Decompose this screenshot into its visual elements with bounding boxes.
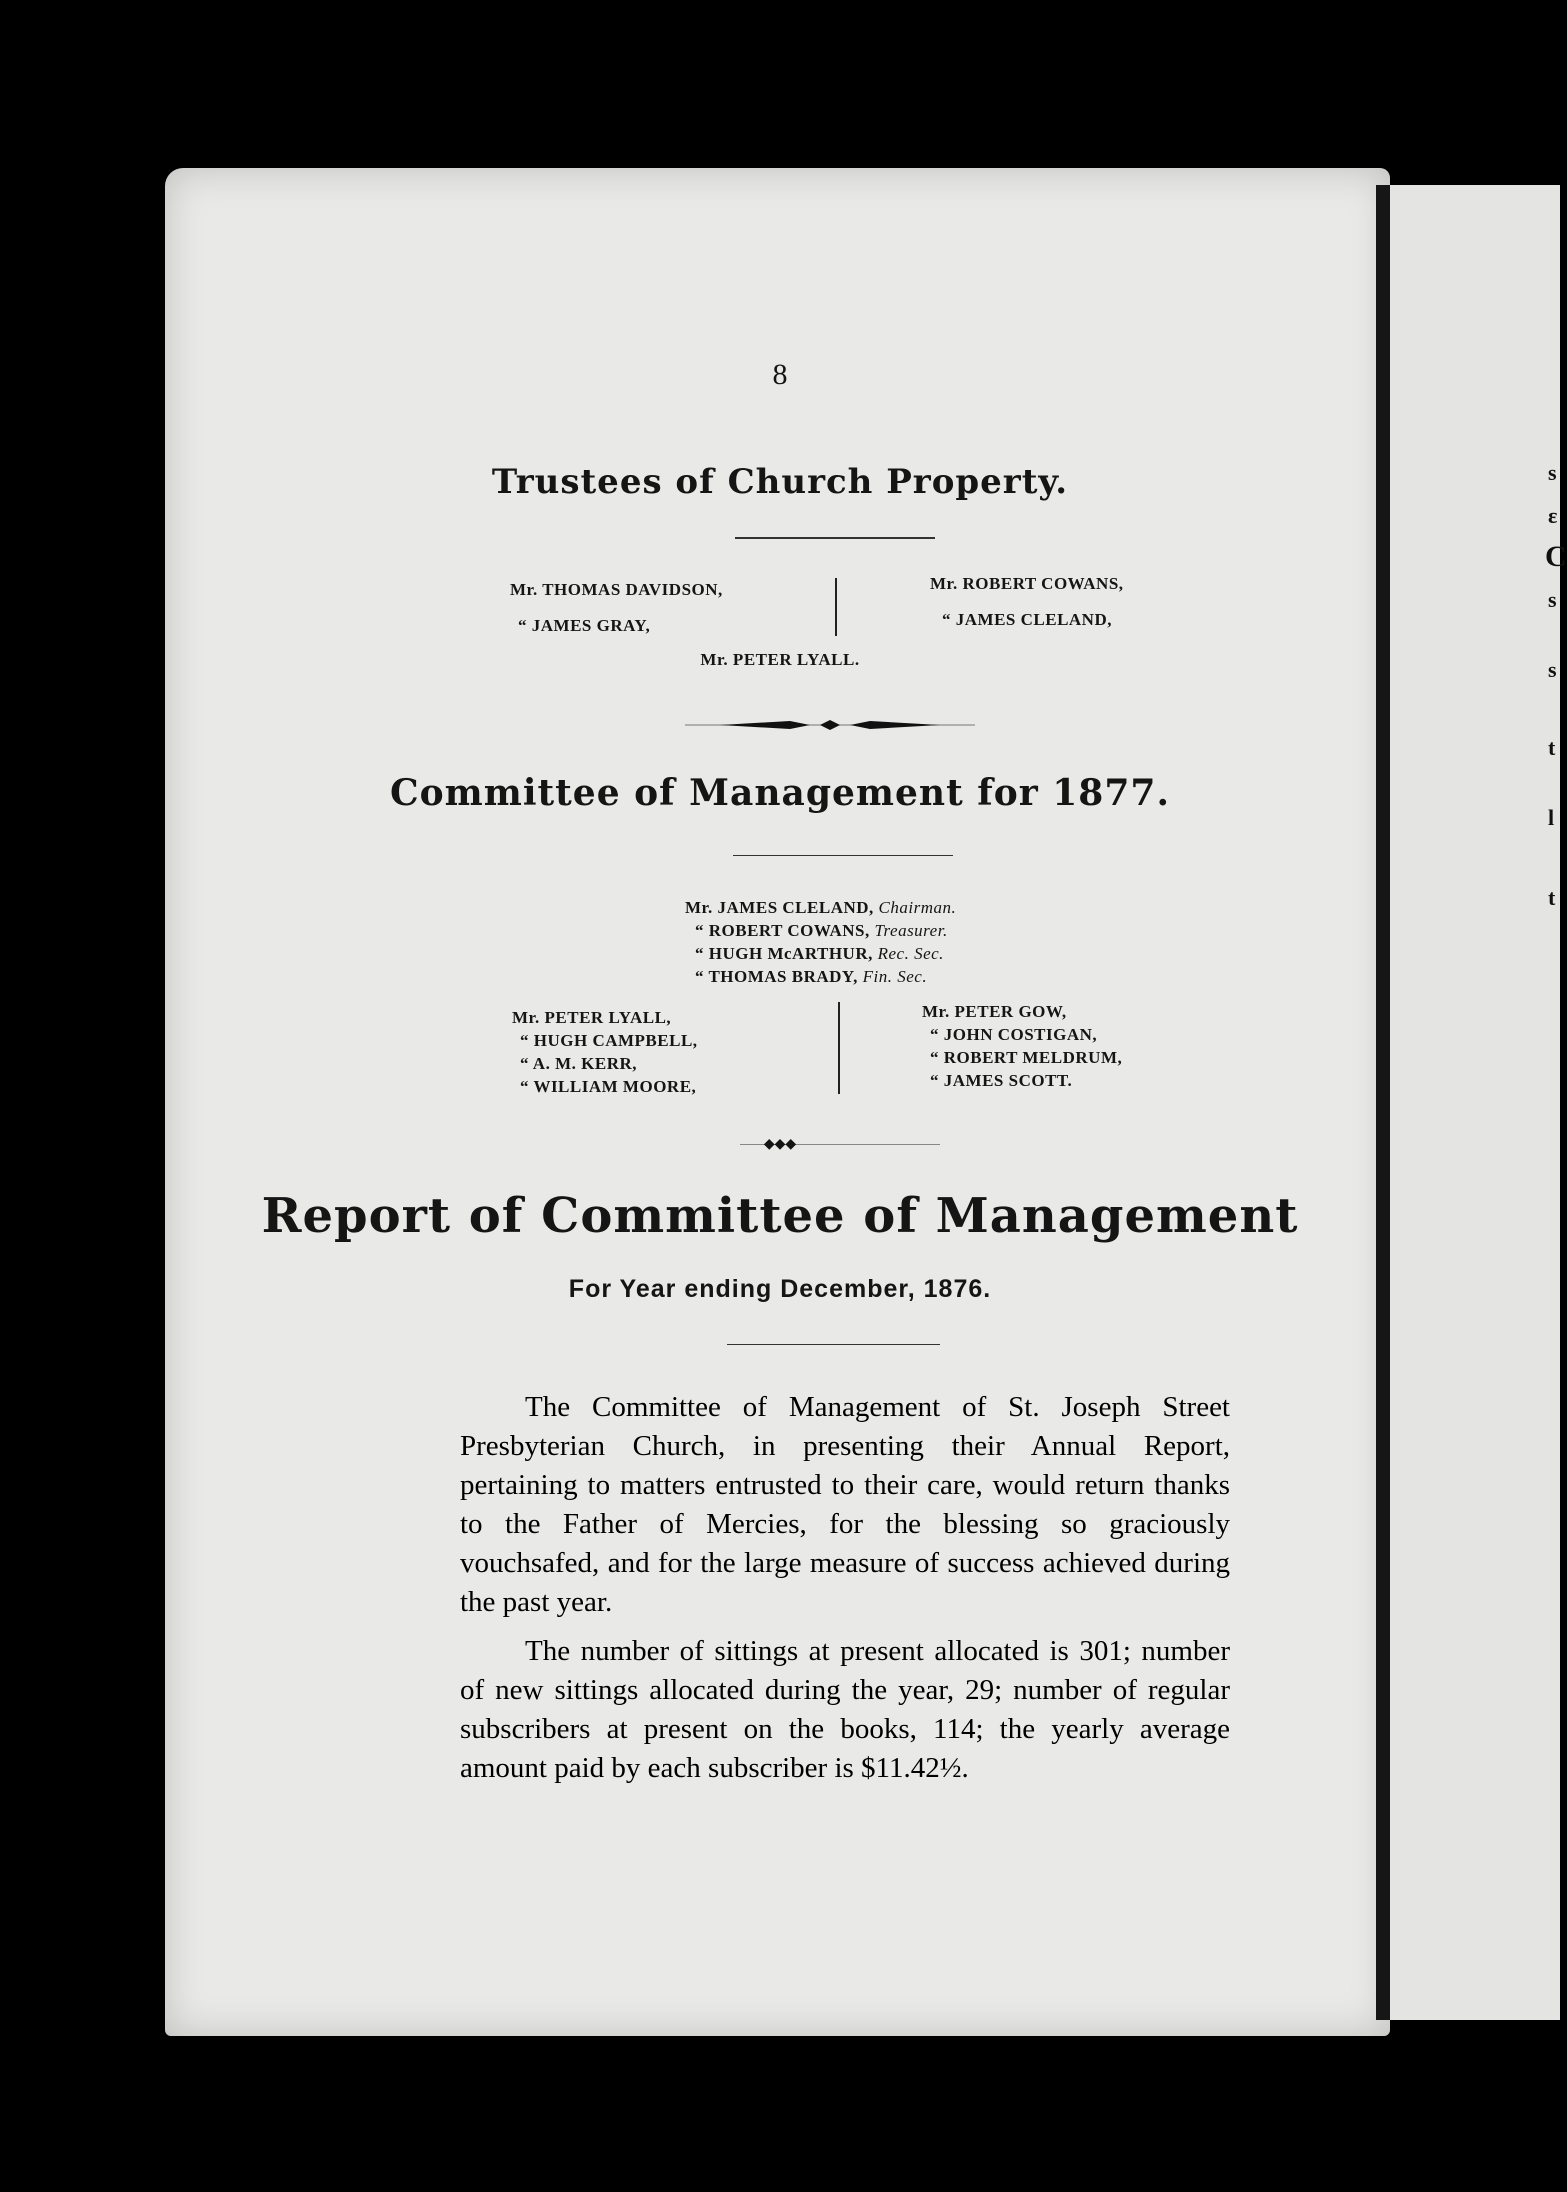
book-gutter bbox=[1376, 185, 1390, 2020]
member-right-1: Mr. PETER GOW, bbox=[922, 1002, 1067, 1021]
officer-row bbox=[695, 921, 948, 941]
officer-role: Fin. Sec. bbox=[862, 967, 928, 986]
officer-role: Treasurer. bbox=[874, 921, 948, 940]
facing-page-fragment: s bbox=[1548, 587, 1557, 612]
officer-name: “ ROBERT COWANS, bbox=[695, 921, 870, 940]
facing-page bbox=[1390, 185, 1567, 2020]
officer-name: “ HUGH McARTHUR, bbox=[695, 944, 873, 963]
facing-page-fragment: C bbox=[1545, 540, 1567, 573]
report-subtitle: For Year ending December, 1876. bbox=[568, 1275, 992, 1303]
ornamental-rule bbox=[680, 718, 980, 732]
report-heading: Report of Committee of Management bbox=[261, 1188, 1299, 1244]
report-paragraph-2: The number of sittings at present allocated is 301; number of new sittings allocated during the year, 29; number of regular subscribers at present on the books, 114; the yearly average amount paid by each subscriber is $11.42½. bbox=[460, 1635, 1230, 1784]
facing-page-fragment: t bbox=[1548, 885, 1556, 910]
trustee-left-1: Mr. THOMAS DAVIDSON, bbox=[510, 580, 723, 599]
member-right-2: “ JOHN COSTIGAN, bbox=[930, 1025, 1098, 1044]
officer-role: Rec. Sec. bbox=[877, 944, 944, 963]
member-left-3: “ A. M. KERR, bbox=[520, 1054, 637, 1073]
officer-name: Mr. JAMES CLELAND, bbox=[685, 898, 874, 917]
report-body bbox=[460, 1388, 1230, 1788]
column-divider bbox=[838, 1002, 840, 1094]
facing-page-fragment: t bbox=[1548, 735, 1556, 760]
trustee-left-2: “ JAMES GRAY, bbox=[518, 616, 651, 635]
report-paragraph-1: The Committee of Management of St. Joseph Street Presbyterian Church, in presenting their Annual Report, pertaining to matters entrusted to their care, would return thanks to the Father of Mercies, for the blessing so graciously vouchsafed, and for the large measure of success achieved during the past year. bbox=[460, 1391, 1230, 1618]
divider bbox=[727, 1344, 940, 1345]
divider bbox=[733, 855, 953, 856]
officer-row bbox=[685, 898, 956, 918]
member-left-2: “ HUGH CAMPBELL, bbox=[520, 1031, 698, 1050]
facing-page-fragment: ε bbox=[1548, 503, 1558, 528]
column-divider bbox=[835, 578, 837, 636]
ornament-diamonds: ◆◆◆ bbox=[763, 1137, 797, 1152]
member-right-4: “ JAMES SCOTT. bbox=[930, 1071, 1073, 1090]
officer-name: “ THOMAS BRADY, bbox=[695, 967, 858, 986]
facing-page-fragment: l bbox=[1548, 805, 1555, 830]
member-left-4: “ WILLIAM MOORE, bbox=[520, 1077, 697, 1096]
facing-page-fragment: s bbox=[1548, 657, 1557, 682]
divider bbox=[735, 537, 935, 539]
officer-role: Chairman. bbox=[878, 898, 957, 917]
trustee-right-1: Mr. ROBERT COWANS, bbox=[930, 574, 1124, 593]
member-right-3: “ ROBERT MELDRUM, bbox=[930, 1048, 1123, 1067]
trustee-right-2: “ JAMES CLELAND, bbox=[942, 610, 1112, 629]
facing-page-fragment: s bbox=[1548, 460, 1557, 485]
committee-heading: Committee of Management for 1877. bbox=[390, 772, 1170, 814]
trustees-heading: Trustees of Church Property. bbox=[491, 462, 1069, 502]
member-left-1: Mr. PETER LYALL, bbox=[512, 1008, 672, 1027]
officer-row bbox=[695, 944, 944, 964]
page-number: 8 bbox=[772, 358, 788, 391]
trustee-bottom: Mr. PETER LYALL. bbox=[700, 650, 860, 669]
officer-row bbox=[695, 967, 927, 987]
